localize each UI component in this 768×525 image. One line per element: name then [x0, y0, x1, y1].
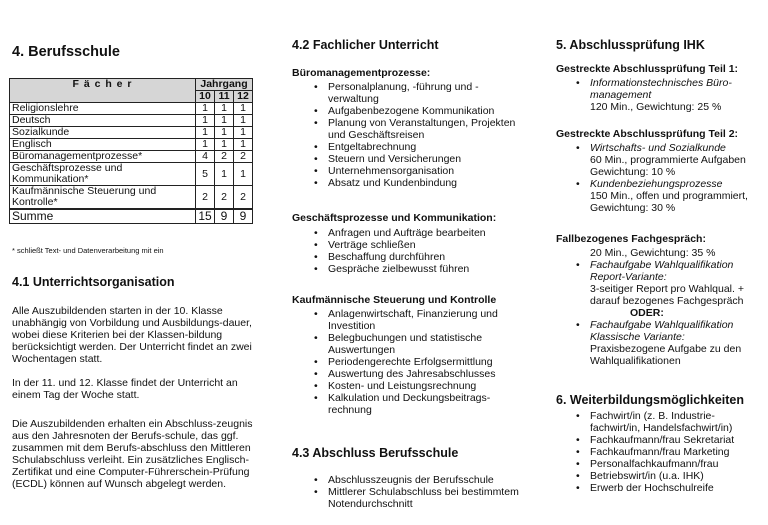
table-row	[10, 127, 253, 139]
table-footnote: * schließt Text- und Datenverarbeitung mit ein	[12, 246, 164, 255]
cell: 2	[234, 151, 253, 163]
exam-subject: • Fachaufgabe Wahlqualifikation Report-Variante:	[590, 259, 734, 283]
subheading-bueromanagement: Büromanagementprozesse:	[292, 67, 431, 79]
section-title-weiterbildung: 6. Weiterbildungsmöglichkeiten	[556, 393, 744, 407]
subject-name: Englisch	[10, 139, 196, 151]
list-item: • Entgeltabrechnung	[328, 141, 524, 153]
year-10: 10	[196, 91, 215, 103]
cell: 1	[196, 139, 215, 151]
list-item: • Fachkaufmann/frau Sekretariat	[590, 434, 762, 446]
cell: 2	[215, 186, 234, 210]
list-item: • Aufgabenbezogene Kommunikation	[328, 105, 524, 117]
list-item: • Mittlerer Schulabschluss bei bestimmtem Notendurchschnitt	[328, 486, 524, 510]
cell: 1	[215, 115, 234, 127]
list-item: • Belegbuchungen und statistische Auswertungen	[328, 332, 524, 356]
list-geschaeftsprozesse	[328, 227, 524, 275]
list-item: • Betriebswirt/in (u.a. IHK)	[590, 470, 762, 482]
subject-name: Kaufmännische Steuerung und Kontrolle*	[10, 186, 196, 210]
list-item: • Fachwirt/in (z. B. Industrie-fachwirt/in, Handelsfachwirt/in)	[590, 410, 762, 434]
subject-name: Büromanagementprozesse*	[10, 151, 196, 163]
cell: 5	[196, 163, 215, 186]
year-11: 11	[215, 91, 234, 103]
cell: 1	[234, 127, 253, 139]
subsection-title-abschluss-berufsschule: 4.3 Abschluss Berufsschule	[292, 446, 459, 460]
table-sum-row	[10, 209, 253, 224]
cell: 2	[215, 151, 234, 163]
list-bueromanagement	[328, 81, 524, 189]
cell: 1	[215, 139, 234, 151]
subject-name: Religionslehre	[10, 103, 196, 115]
list-item: • Kosten- und Leistungsrechnung	[328, 380, 524, 392]
cell: 1	[196, 127, 215, 139]
table-row	[10, 163, 253, 186]
table-header-row	[10, 79, 253, 91]
cell: 1	[196, 115, 215, 127]
paragraph-organisation-1: Alle Auszubildenden starten in der 10. Klasse unabhängig von Vorbildung und Ausbildungs-dauer, wobei diese Kriterien bei der Klassen-bildung berücksichtigt werden. Der Unterricht findet an zwei Wochentagen statt.	[12, 305, 252, 365]
header-faecher: F ä c h e r	[10, 79, 196, 103]
paragraph-organisation-2: In der 11. und 12. Klasse findet der Unterricht an einem Tag der Woche statt.	[12, 377, 238, 401]
list-item: • Erwerb der Hochschulreife	[590, 482, 762, 494]
list-item: • Absatz und Kundenbindung	[328, 177, 524, 189]
list-item: • Abschlusszeugnis der Berufsschule	[328, 474, 524, 486]
list-item: • Steuern und Versicherungen	[328, 153, 524, 165]
subheading-teil-1: Gestreckte Abschlussprüfung Teil 1:	[556, 63, 739, 75]
sum-cell: 9	[234, 209, 253, 224]
cell: 4	[196, 151, 215, 163]
header-jahrgang: Jahrgang	[196, 79, 253, 91]
list-item	[590, 77, 762, 113]
table-row	[10, 186, 253, 210]
cell: 1	[215, 163, 234, 186]
subheading-fachgespraech: Fallbezogenes Fachgespräch:	[556, 233, 706, 245]
cell: 1	[234, 139, 253, 151]
list-item: • Personalfachkaufmann/frau	[590, 458, 762, 470]
paragraph-organisation-3: Die Auszubildenden erhalten ein Abschluss-zeugnis aus den Jahresnoten der Berufs-schule, das ggf. zusammen mit dem Berufs-abschluss den Mittleren Schulabschluss verleiht. Ein zusätzliches Englisch-Zertifikat und eine Computer-Führerschein-Prüfung (ECDL) können auf Wunsch abgelegt werden.	[12, 418, 253, 490]
list-item: • Periodengerechte Erfolgsermittlung	[328, 356, 524, 368]
sum-label: Summe	[10, 209, 196, 224]
list-item: • Personalplanung, -führung und -verwaltung	[328, 81, 524, 105]
list-item	[590, 142, 762, 178]
list-fachgespraech	[590, 259, 762, 367]
exam-detail: 120 Min., Gewichtung: 25 %	[590, 101, 722, 113]
year-12: 12	[234, 91, 253, 103]
list-item: • Gespräche zielbewusst führen	[328, 263, 524, 275]
subject-name: Geschäftsprozesse und Kommunikation*	[10, 163, 196, 186]
list-item: • Unternehmensorganisation	[328, 165, 524, 177]
list-item	[590, 259, 762, 319]
list-item: • Fachkaufmann/frau Marketing	[590, 446, 762, 458]
list-teil-2	[590, 142, 762, 214]
subjects-table	[9, 78, 253, 224]
exam-detail: Praxisbezogene Aufgabe zu den Wahlqualifikationen	[590, 343, 742, 367]
cell: 1	[215, 127, 234, 139]
list-kaufmaennische-steuerung	[328, 308, 524, 416]
list-item: • Anfragen und Aufträge bearbeiten	[328, 227, 524, 239]
list-item	[590, 178, 762, 214]
exam-detail: 3-seitiger Report pro Wahlqual. + darauf bezogenes Fachgespräch	[590, 283, 744, 307]
section-title-berufsschule: 4. Berufsschule	[12, 44, 120, 60]
subheading-geschaeftsprozesse: Geschäftsprozesse und Kommunikation:	[292, 212, 497, 224]
table-row	[10, 103, 253, 115]
cell: 1	[234, 163, 253, 186]
subheading-kaufmaennische-steuerung: Kaufmännische Steuerung und Kontrolle	[292, 294, 497, 306]
list-teil-1	[590, 77, 762, 113]
list-item	[590, 319, 762, 367]
sum-cell: 15	[196, 209, 215, 224]
oder-label: ODER:	[630, 307, 664, 319]
exam-detail: 60 Min., programmierte Aufgaben Gewichtung: 10 %	[590, 154, 746, 178]
cell: 1	[234, 115, 253, 127]
cell: 1	[196, 103, 215, 115]
list-weiterbildung	[590, 410, 762, 494]
exam-subject: • Informationstechnisches Büro-management	[590, 77, 732, 101]
subject-name: Deutsch	[10, 115, 196, 127]
exam-detail: 150 Min., offen und programmiert, Gewichtung: 30 %	[590, 190, 748, 214]
section-title-abschlusspruefung: 5. Abschlussprüfung IHK	[556, 38, 705, 52]
subheading-teil-2: Gestreckte Abschlussprüfung Teil 2:	[556, 128, 739, 140]
sum-cell: 9	[215, 209, 234, 224]
cell: 2	[234, 186, 253, 210]
list-item: • Kalkulation und Deckungsbeitrags-rechnung	[328, 392, 524, 416]
cell: 2	[196, 186, 215, 210]
section-title-fachlicher-unterricht: 4.2 Fachlicher Unterricht	[292, 38, 439, 52]
cell: 1	[234, 103, 253, 115]
exam-subject: • Fachaufgabe Wahlqualifikation Klassische Variante:	[590, 319, 734, 343]
list-item: • Planung von Veranstaltungen, Projekten und Geschäftsreisen	[328, 117, 524, 141]
subsection-title-unterrichtsorganisation: 4.1 Unterrichtsorganisation	[12, 275, 175, 289]
table-row	[10, 139, 253, 151]
list-item: • Beschaffung durchführen	[328, 251, 524, 263]
table-row	[10, 115, 253, 127]
list-item: • Auswertung des Jahresabschlusses	[328, 368, 524, 380]
list-item: • Verträge schließen	[328, 239, 524, 251]
fachgespraech-detail: 20 Min., Gewichtung: 35 %	[590, 247, 716, 259]
table-row	[10, 151, 253, 163]
list-abschluss-berufsschule	[328, 474, 524, 510]
list-item: • Anlagenwirtschaft, Finanzierung und Investition	[328, 308, 524, 332]
exam-subject: • Wirtschafts- und Sozialkunde	[590, 142, 726, 154]
subject-name: Sozialkunde	[10, 127, 196, 139]
cell: 1	[215, 103, 234, 115]
exam-subject: • Kundenbeziehungsprozesse	[590, 178, 723, 190]
